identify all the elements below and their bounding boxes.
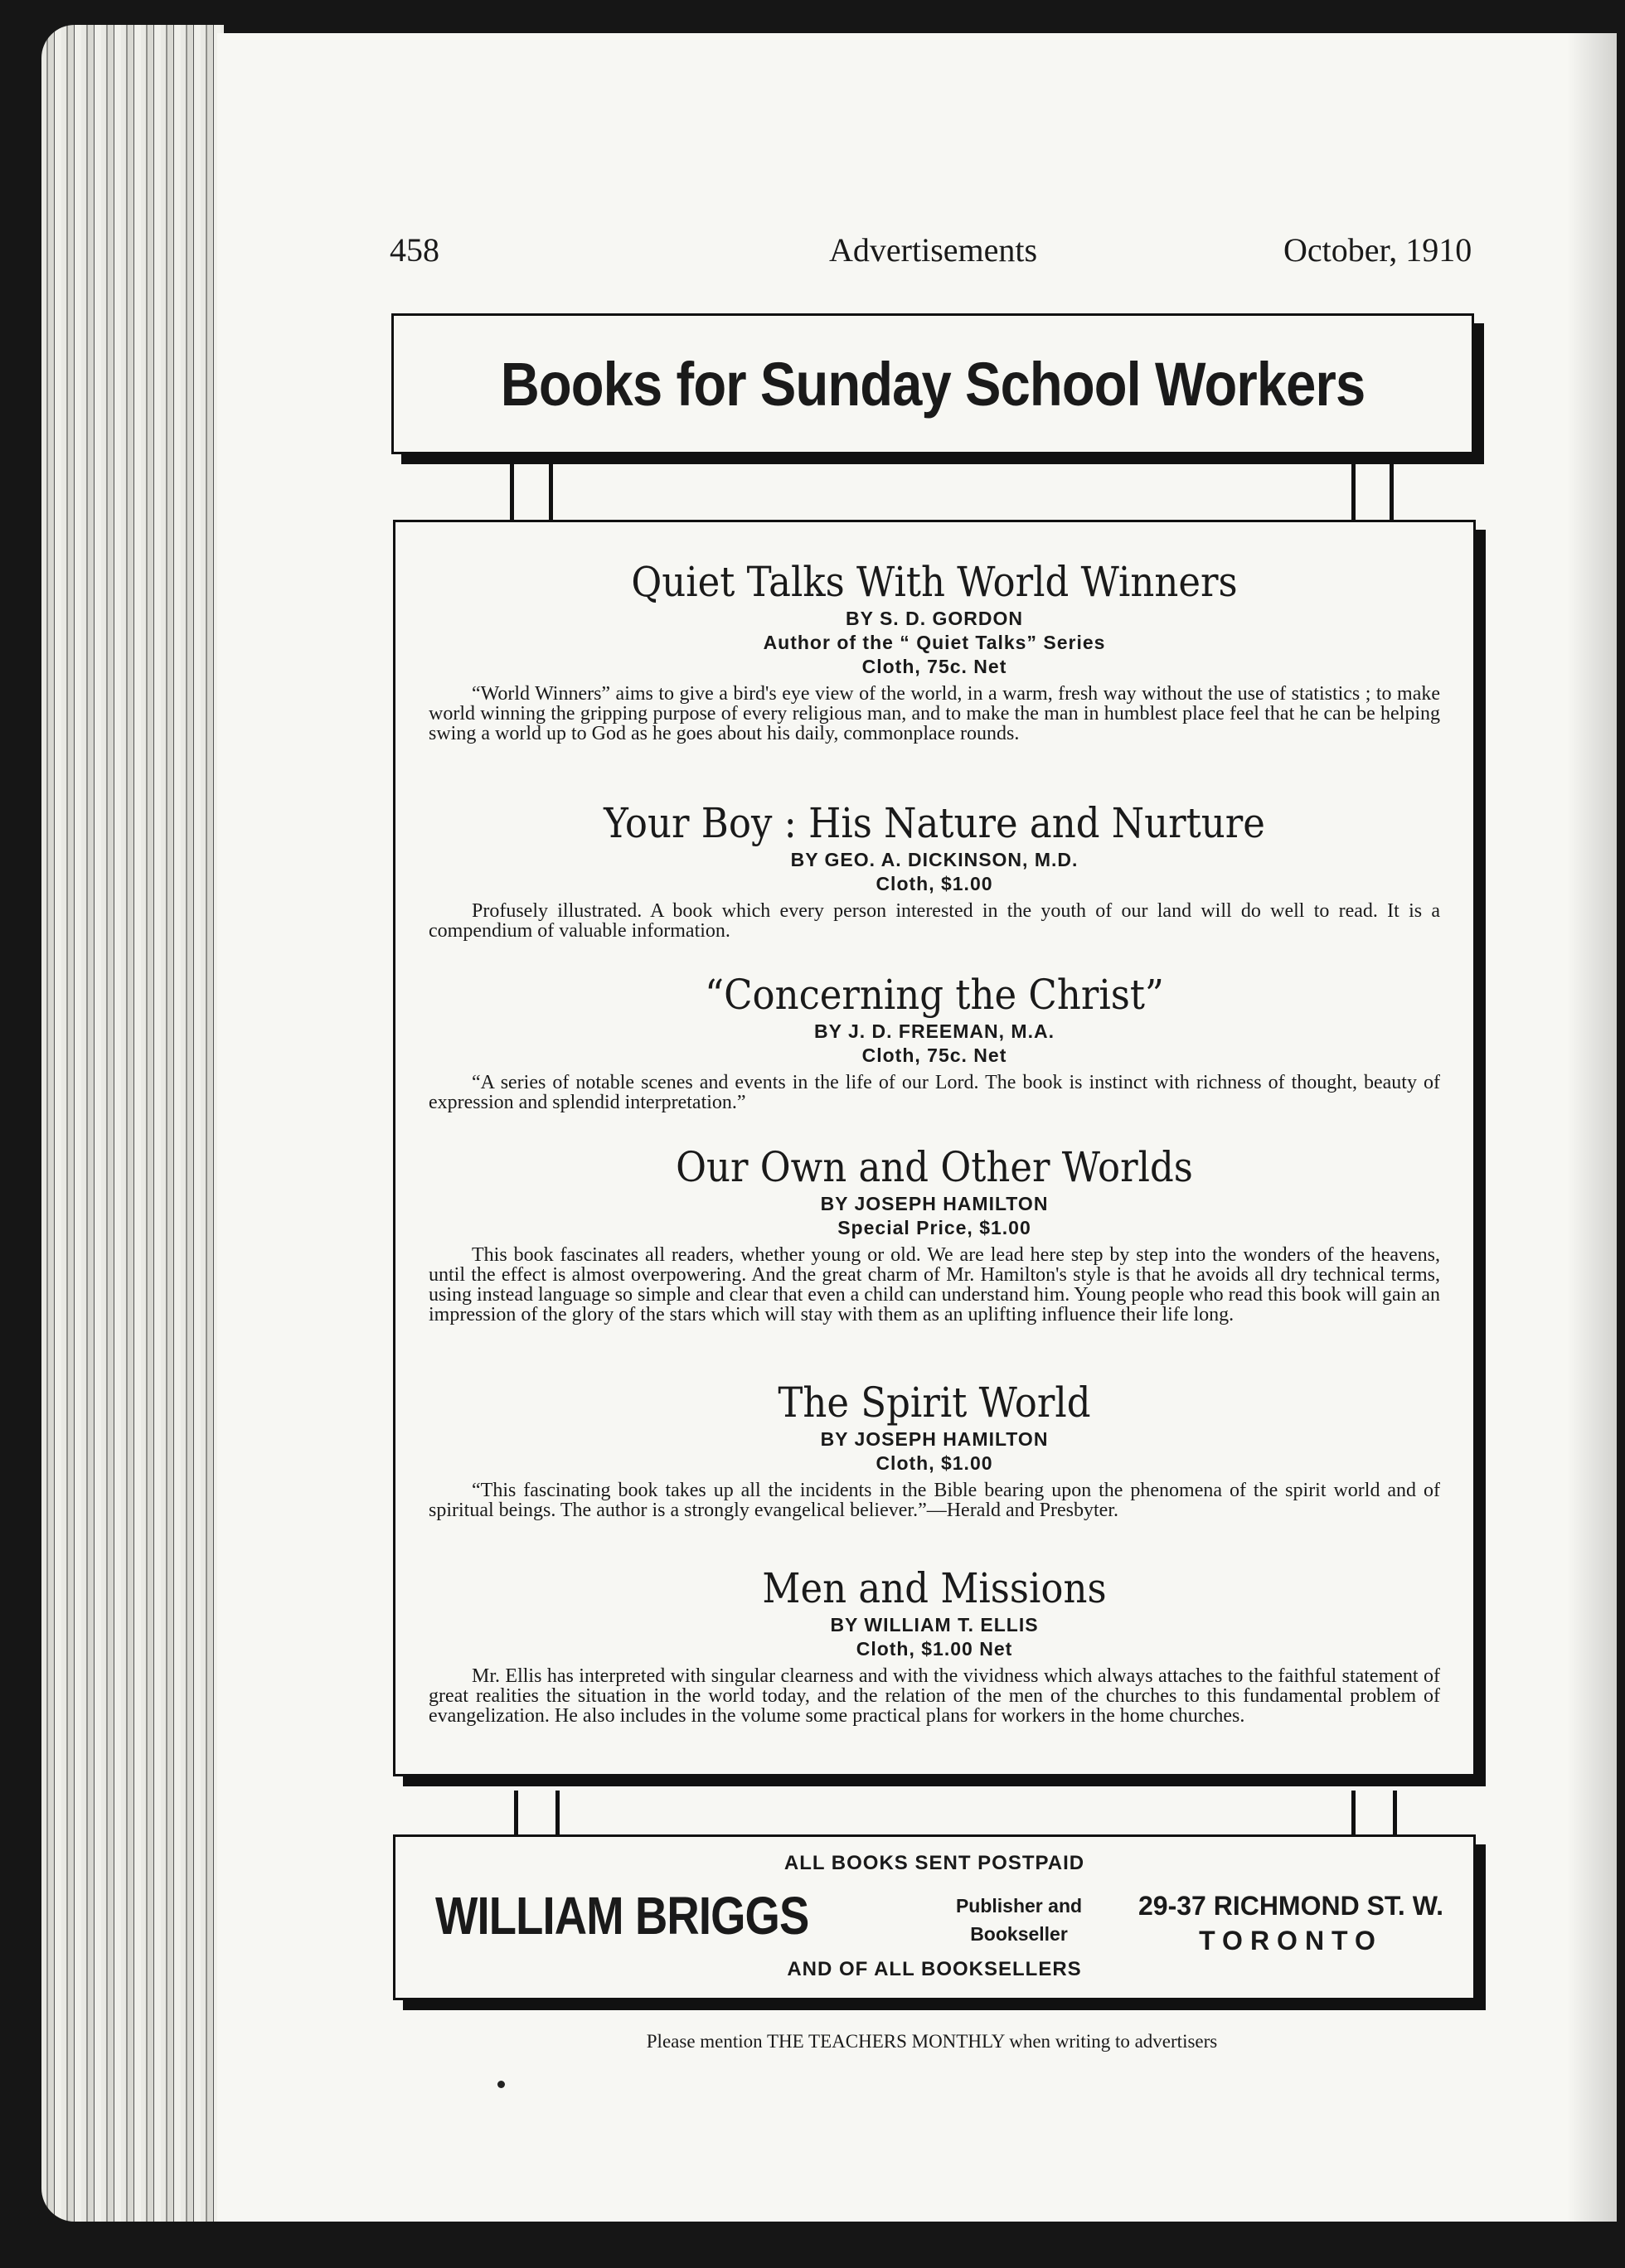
- booksellers-line: AND OF ALL BOOKSELLERS: [787, 1958, 1082, 1980]
- book-entry: [429, 1563, 1440, 1726]
- book-author: BY GEO. A. DICKINSON, M.D.: [790, 849, 1079, 870]
- publisher-role-line: Bookseller: [970, 1923, 1068, 1945]
- books-panel: [393, 520, 1476, 1776]
- book-entry: [429, 970, 1440, 1112]
- book-title: Our Own and Other Worlds: [676, 1143, 1193, 1191]
- book-entry: [429, 1142, 1440, 1325]
- frame-post: [514, 1791, 518, 1836]
- postpaid-line: ALL BOOKS SENT POSTPAID: [783, 1852, 1085, 1874]
- book-author: BY J. D. FREEMAN, M.A.: [814, 1020, 1055, 1042]
- book-price: Special Price, $1.00: [837, 1217, 1031, 1238]
- book-entry: [429, 1378, 1440, 1520]
- frame-post: [1351, 1791, 1356, 1836]
- book-price: Cloth, $1.00: [876, 873, 993, 894]
- book-description: “A series of notable scenes and events in the life of our Lord. The book is instinct with richness of thought, beauty of expression and splendid interpretation.”: [429, 1072, 1440, 1113]
- frame-post: [510, 462, 514, 520]
- book-note: Author of the “ Quiet Talks” Series: [763, 632, 1106, 653]
- book-entry: [429, 798, 1440, 941]
- frame-post: [1390, 462, 1394, 520]
- book-title: Your Boy : His Nature and Nurture: [604, 799, 1265, 847]
- book-description: Profusely illustrated. A book which every person interested in the youth of our land will do well to read. It is a compendium of valuable information.: [429, 900, 1440, 942]
- advertiser-notice: Please mention THE TEACHERS MONTHLY when writing to advertisers: [646, 2031, 1218, 2052]
- page-number: 458: [390, 231, 439, 269]
- publisher-address: [1117, 1888, 1465, 1958]
- running-head-date: October, 1910: [1283, 231, 1472, 269]
- frame-post: [1351, 462, 1356, 520]
- book-description: “This fascinating book takes up all the incidents in the Bible bearing upon the phenomena of the spirit world and of spiritual beings. The author is a strongly evangelical believer.”—Herald and Presbyter.: [429, 1480, 1440, 1521]
- book-author: BY JOSEPH HAMILTON: [820, 1428, 1049, 1450]
- running-head-section: Advertisements: [829, 231, 1038, 269]
- publisher-role-line: Publisher and: [955, 1895, 1083, 1917]
- title-banner: [391, 313, 1474, 454]
- city: TORONTO: [1199, 1926, 1383, 1955]
- frame-post: [549, 462, 553, 520]
- book-title: “Concerning the Christ”: [705, 971, 1164, 1019]
- book-description: Mr. Ellis has interpreted with singular clearness and with the vividness which always attaches to the faithful statement of great realities the situation in the world today, and the relation of the men of the churches to this fundamental problem of evangelization. He also includes in the volume some practical plans for workers in the home churches.: [429, 1665, 1440, 1727]
- page-margin-shadow: [1567, 33, 1617, 2222]
- street-address: 29-37 RICHMOND ST. W.: [1138, 1891, 1444, 1921]
- book-price: Cloth, $1.00 Net: [856, 1638, 1013, 1660]
- book-entry: [429, 557, 1440, 744]
- book-price: Cloth, 75c. Net: [861, 1044, 1007, 1066]
- book-price: Cloth, $1.00: [876, 1452, 993, 1474]
- book-author: BY JOSEPH HAMILTON: [820, 1193, 1049, 1214]
- ad-title: Books for Sunday School Workers: [500, 350, 1365, 419]
- book-title: The Spirit World: [778, 1379, 1091, 1427]
- book-author: BY WILLIAM T. ELLIS: [830, 1614, 1039, 1636]
- book-price: Cloth, 75c. Net: [861, 656, 1007, 677]
- book-title: Quiet Talks With World Winners: [631, 558, 1238, 606]
- publisher-role: [911, 1892, 1127, 1948]
- publisher-footer: [393, 1834, 1476, 2000]
- publisher-name: WILLIAM BRIGGS: [435, 1886, 809, 1946]
- book-title: Men and Missions: [762, 1564, 1107, 1612]
- book-page-edges: [41, 25, 224, 2222]
- book-description: “World Winners” aims to give a bird's eye view of the world, in a warm, fresh way without the use of statistics ; to make world winning the gripping purpose of every religious man, and to make the man in humblest place feel that he can be helping swing a world up to God as he goes about his daily, commonplace rounds.: [429, 683, 1440, 744]
- ink-speck: [497, 2081, 505, 2088]
- book-author: BY S. D. GORDON: [846, 608, 1023, 629]
- frame-post: [1393, 1791, 1397, 1836]
- book-description: This book fascinates all readers, whether young or old. We are lead here step by step into the wonders of the heavens, until the effect is almost overpowering. And the great charm of Mr. Hamilton's style is that he avoids all dry technical terms, using instead language so simple and clear that even a child can understand him. Young people who read this book will gain an impression of the glory of the stars which will stay with them as an uplifting influence their life long.: [429, 1244, 1440, 1325]
- frame-post: [555, 1791, 560, 1836]
